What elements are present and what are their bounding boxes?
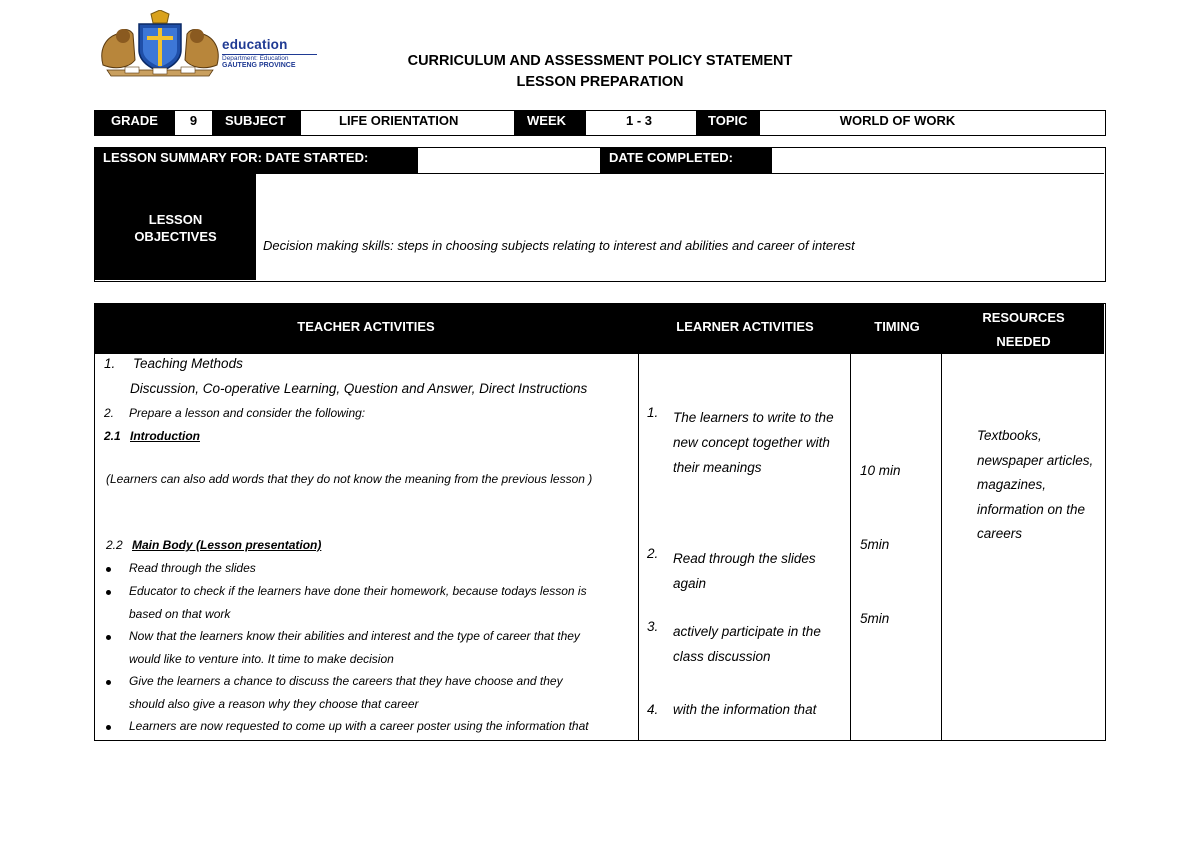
- topic-label: TOPIC: [697, 111, 760, 135]
- teacher-activities-header: TEACHER ACTIVITIES: [297, 319, 435, 334]
- learner-item-3-number: 3.: [647, 619, 659, 634]
- resources-list: Textbooks, newspaper articles, magazines, information on the careers: [977, 428, 1094, 541]
- summary-dates-row: [95, 148, 1104, 174]
- section-2-1-note: (Learners can also add words that they do not know the meaning from the previous lesson ): [106, 472, 593, 486]
- title-line-2: LESSON PREPARATION: [516, 74, 684, 90]
- section-2-2-number: 2.2: [106, 538, 123, 552]
- logo-department: Department: Education: [222, 55, 289, 62]
- column-divider: [941, 354, 942, 740]
- activities-header-row: [95, 304, 1104, 354]
- teacher-bullet-continuation: based on that work: [129, 607, 231, 621]
- coat-of-arms-icon: [95, 10, 225, 78]
- objectives-label-line-1: LESSON: [148, 212, 203, 227]
- logo-province: GAUTENG PROVINCE: [222, 62, 296, 69]
- teacher-bullet: Give the learners a chance to discuss the careers that they have choose and they: [129, 674, 563, 688]
- learner-item-1-number: 1.: [647, 405, 659, 420]
- column-divider: [638, 354, 639, 740]
- teacher-bullet: Learners are now requested to come up with a career poster using the information that: [129, 719, 589, 733]
- week-value: 1 - 3: [586, 111, 697, 135]
- learner-item-4-text: with the information that: [673, 702, 817, 717]
- date-started-label: LESSON SUMMARY FOR: DATE STARTED:: [95, 148, 417, 173]
- teacher-item-2-number: 2.: [104, 406, 115, 420]
- activities-table: [94, 303, 1106, 741]
- logo-education-word: education: [222, 37, 288, 52]
- bullet-dot: [106, 635, 111, 640]
- resources-header-line-1: RESOURCES: [982, 310, 1065, 325]
- teacher-item-1-text: Discussion, Co-operative Learning, Question and Answer, Direct Instructions: [130, 381, 588, 396]
- timing-main-body: 5min: [860, 537, 890, 552]
- learner-item-2-number: 2.: [647, 546, 659, 561]
- teacher-bullet-continuation: would like to venture into. It time to make decision: [129, 652, 394, 666]
- grade-label: GRADE: [95, 111, 175, 135]
- section-2-1-title: Introduction: [130, 429, 200, 443]
- lesson-objectives-text: Decision making skills: steps in choosing subjects relating to interest and abilities and career of interest: [263, 238, 855, 253]
- lesson-objectives-label: [95, 174, 256, 280]
- teacher-bullet: Now that the learners know their abilities and interest and the type of career that they: [129, 629, 580, 643]
- learner-item-4-number: 4.: [647, 702, 659, 717]
- teacher-bullet: Educator to check if the learners have done their homework, because todays lesson is: [129, 584, 587, 598]
- timing-introduction: 10 min: [860, 463, 901, 478]
- title-line-1: CURRICULUM AND ASSESSMENT POLICY STATEMENT: [407, 53, 793, 69]
- learner-activities-header: LEARNER ACTIVITIES: [676, 319, 814, 334]
- document-title: [300, 51, 900, 93]
- objectives-label-line-2: OBJECTIVES: [134, 229, 217, 244]
- bullet-dot: [106, 590, 111, 595]
- date-started-field[interactable]: [417, 148, 601, 173]
- lesson-info-table: [94, 110, 1106, 136]
- teacher-bullet: Read through the slides: [129, 561, 256, 575]
- learner-item-1-text: The learners to write to the new concept together with their meanings: [673, 410, 834, 475]
- teacher-item-1-title: Teaching Methods: [133, 356, 243, 371]
- teacher-item-1-number: 1.: [104, 356, 116, 371]
- resources-header-line-2: NEEDED: [996, 334, 1051, 349]
- grade-value: 9: [175, 111, 213, 135]
- learner-item-3-text: actively participate in the class discussion: [673, 624, 821, 664]
- date-completed-label: DATE COMPLETED:: [601, 148, 771, 173]
- section-2-2-title: Main Body (Lesson presentation): [132, 538, 322, 552]
- section-2-1-number: 2.1: [104, 429, 121, 443]
- column-divider: [850, 354, 851, 740]
- timing-header: TIMING: [874, 319, 920, 334]
- bullet-dot: [106, 680, 111, 685]
- date-completed-field[interactable]: [771, 148, 1104, 173]
- bullet-dot: [106, 725, 111, 730]
- subject-value: LIFE ORIENTATION: [301, 111, 515, 135]
- resources-header: [943, 306, 1104, 354]
- lesson-summary-table: [94, 147, 1106, 282]
- topic-value: WORLD OF WORK: [839, 113, 956, 128]
- week-label: WEEK: [515, 111, 586, 135]
- teacher-item-2-text: Prepare a lesson and consider the following:: [129, 406, 366, 420]
- subject-label: SUBJECT: [213, 111, 301, 135]
- timing-discussion: 5min: [860, 611, 890, 626]
- teacher-bullet-continuation: should also give a reason why they choose that career: [129, 697, 419, 711]
- bullet-dot: [106, 567, 111, 572]
- learner-item-2-text: Read through the slides again: [673, 551, 816, 591]
